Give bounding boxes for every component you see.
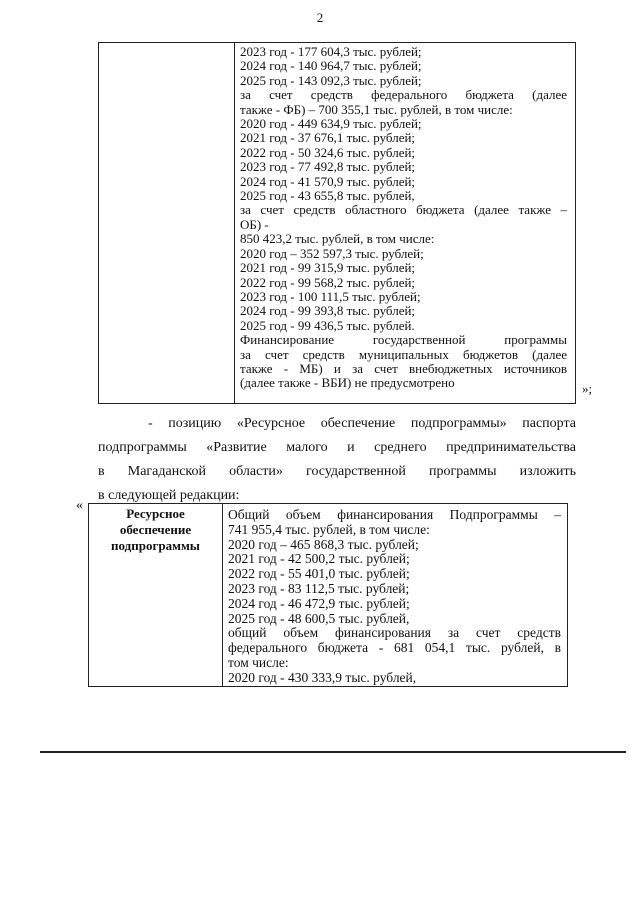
page-number: 2 xyxy=(316,10,324,25)
closing-quote-mark: »; xyxy=(582,381,593,396)
table-line: 2020 год - 430 333,9 тыс. рублей, xyxy=(228,669,417,685)
table-line: 2023 год - 83 112,5 тыс. рублей; xyxy=(228,580,410,596)
table-line: Финансирование государственной программы xyxy=(240,332,567,348)
table-line: 2023 год - 177 604,3 тыс. рублей; xyxy=(240,44,422,59)
table-line: 2021 год - 42 500,2 тыс. рублей; xyxy=(228,551,410,567)
resource-provision-table xyxy=(88,503,568,687)
table-line: 2023 год - 100 111,5 тыс. рублей; xyxy=(240,288,421,304)
footer-rule xyxy=(40,751,626,753)
table-right-cell xyxy=(228,504,561,686)
table-line: 2020 год – 465 868,3 тыс. рублей; xyxy=(228,536,419,552)
table-line: за счет средств областного бюджета (далее также – xyxy=(240,202,567,218)
table-line: 2021 год - 37 676,1 тыс. рублей; xyxy=(240,130,416,146)
table-line: 2024 год - 140 964,7 тыс. рублей; xyxy=(240,58,422,74)
table-line: 2025 год - 99 436,5 тыс. рублей. xyxy=(240,317,415,333)
table-line: за счет средств муниципальных бюджетов (далее xyxy=(240,346,567,362)
paragraph-line: подпрограммы «Развитие малого и среднего предпринимательства xyxy=(98,440,576,455)
table-line: 2020 год - 449 634,9 тыс. рублей; xyxy=(240,116,422,132)
amendment-paragraph xyxy=(98,412,576,508)
table-line: 2025 год - 143 092,3 тыс. рублей; xyxy=(240,72,422,88)
table-line: 2024 год - 46 472,9 тыс. рублей; xyxy=(228,595,410,611)
table-line: 2021 год - 99 315,9 тыс. рублей; xyxy=(240,260,416,276)
table-line: также - МБ) и за счет внебюджетных источников xyxy=(240,360,567,376)
table-line: 741 955,4 тыс. рублей, в том числе: xyxy=(228,521,430,537)
table-line: 2022 год - 55 401,0 тыс. рублей; xyxy=(228,566,410,582)
budget-table-continued xyxy=(98,42,576,404)
table-line: федерального бюджета - 681 054,1 тыс. рублей, в xyxy=(228,640,561,656)
table-line: ОБ) - xyxy=(240,216,269,232)
table-line: 850 423,2 тыс. рублей, в том числе: xyxy=(240,231,435,247)
table-line: том числе: xyxy=(228,654,289,670)
table-left-cell-empty xyxy=(99,43,235,403)
table-line: 2025 год - 48 600,5 тыс. рублей, xyxy=(228,610,410,626)
table-line: 2020 год – 352 597,3 тыс. рублей; xyxy=(240,245,424,261)
table-line: Общий объем финансирования Подпрограммы – xyxy=(228,507,561,522)
table-line: 2022 год - 50 324,6 тыс. рублей; xyxy=(240,144,416,160)
table-line: 2023 год - 77 492,8 тыс. рублей; xyxy=(240,159,416,175)
table-header-cell: Ресурсное обеспечение подпрограммы xyxy=(89,504,223,686)
table-line: 2024 год - 99 393,8 тыс. рублей; xyxy=(240,303,416,319)
table-line: 2024 год - 41 570,9 тыс. рублей; xyxy=(240,173,416,189)
table-line: общий объем финансирования за счет средств xyxy=(228,625,561,641)
paragraph-line: - позицию «Ресурсное обеспечение подпрограммы» паспорта xyxy=(148,416,576,431)
table-line: (далее также - ВБИ) не предусмотрено xyxy=(240,375,455,391)
opening-quote-mark: « xyxy=(76,498,83,513)
paragraph-line: в Магаданской области» государственной программы изложить xyxy=(98,464,576,479)
table-line: за счет средств федерального бюджета (далее xyxy=(240,87,567,103)
paragraph-line: в следующей редакции: xyxy=(98,488,240,503)
table-line: 2022 год - 99 568,2 тыс. рублей; xyxy=(240,274,416,290)
table-line: также - ФБ) – 700 355,1 тыс. рублей, в том числе: xyxy=(240,101,513,117)
table-right-cell xyxy=(236,43,571,403)
table-line: 2025 год - 43 655,8 тыс. рублей, xyxy=(240,188,415,204)
